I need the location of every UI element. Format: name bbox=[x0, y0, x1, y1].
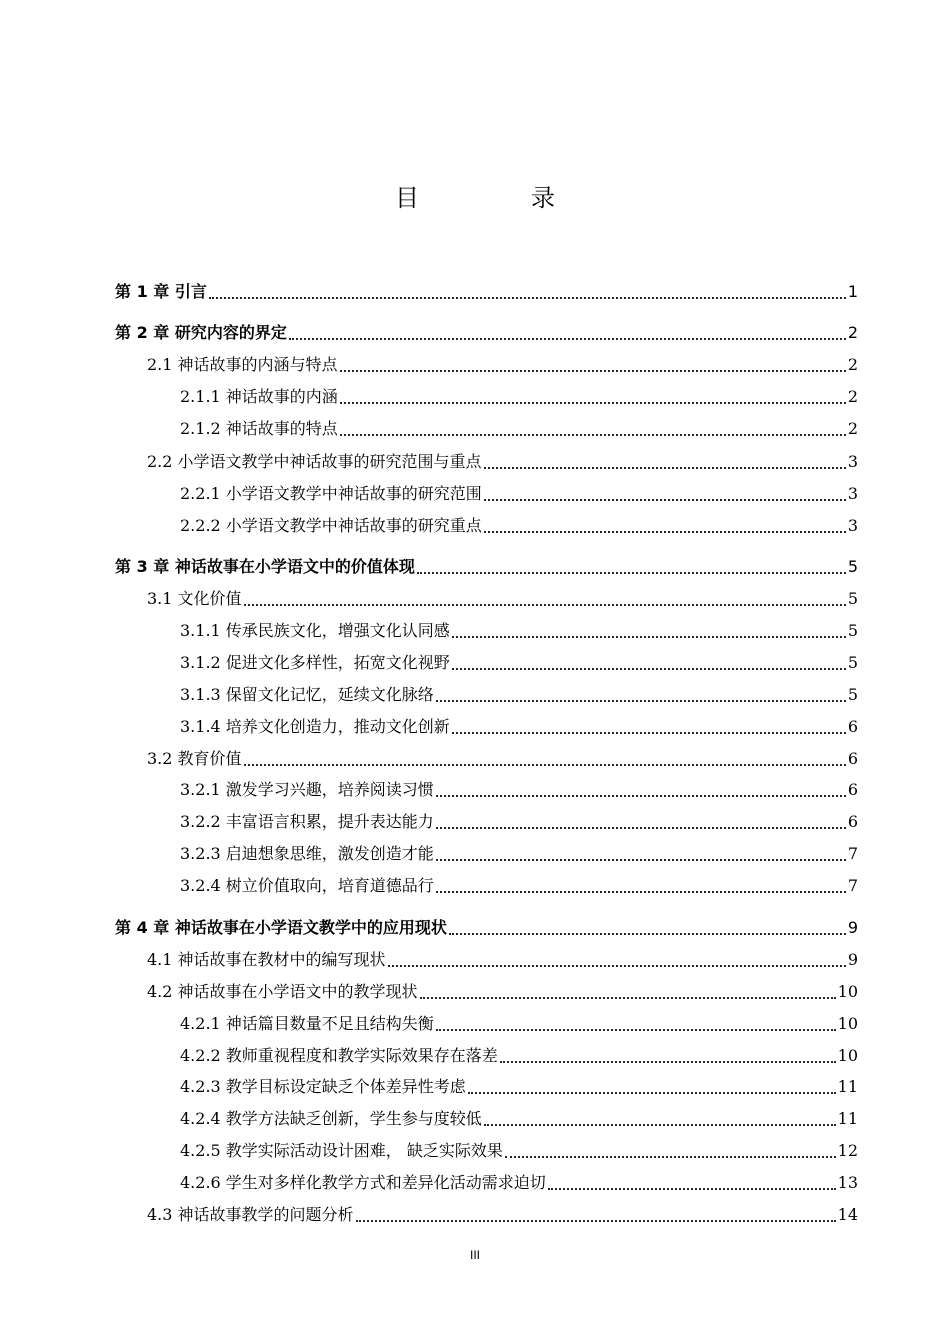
toc-entry-label: 4.2.4 教学方法缺乏创新，学生参与度较低 bbox=[180, 1109, 482, 1128]
toc-entry-label: 第 3 章 神话故事在小学语文中的价值体现 bbox=[115, 557, 415, 576]
toc-entry-label: 3.1.3 保留文化记忆，延续文化脉络 bbox=[180, 685, 434, 704]
toc-entry-label: 3.2 教育价值 bbox=[147, 749, 242, 768]
toc-entry-label: 3.2.4 树立价值取向，培育道德品行 bbox=[180, 876, 434, 895]
toc-entry[interactable] bbox=[180, 715, 858, 737]
toc-entry-label: 3.2.2 丰富语言积累，提升表达能力 bbox=[180, 812, 434, 831]
toc-entry-label: 4.2.6 学生对多样化教学方式和差异化活动需求迫切 bbox=[180, 1173, 546, 1192]
toc-entry[interactable] bbox=[115, 916, 858, 938]
toc-entry-label: 第 4 章 神话故事在小学语文教学中的应用现状 bbox=[115, 918, 447, 937]
toc-entry[interactable] bbox=[180, 810, 858, 832]
toc-entry-label: 2.1.1 神话故事的内涵 bbox=[180, 387, 338, 406]
dot-leader bbox=[244, 750, 846, 766]
dot-leader bbox=[436, 845, 846, 861]
page-number: III bbox=[469, 1248, 480, 1262]
dot-leader bbox=[420, 983, 836, 999]
toc-entry-label: 2.1.2 神话故事的特点 bbox=[180, 419, 338, 438]
toc-entry-label: 2.2.1 小学语文教学中神话故事的研究范围 bbox=[180, 484, 482, 503]
toc-entry-label: 4.2.1 神话篇目数量不足且结构失衡 bbox=[180, 1014, 434, 1033]
toc-entry[interactable] bbox=[147, 980, 858, 1002]
toc-entry-label: 4.3 神话故事教学的问题分析 bbox=[147, 1205, 354, 1224]
toc-entry-page: 7 bbox=[847, 876, 858, 895]
dot-leader bbox=[452, 622, 846, 638]
dot-leader bbox=[340, 420, 846, 436]
toc-entry[interactable] bbox=[115, 321, 858, 343]
toc-entry[interactable] bbox=[180, 683, 858, 705]
toc-entry[interactable] bbox=[180, 1075, 858, 1097]
toc-entry-page: 5 bbox=[847, 589, 858, 608]
toc-entry-page: 12 bbox=[837, 1141, 858, 1160]
dot-leader bbox=[289, 324, 846, 340]
toc-entry-page: 13 bbox=[837, 1173, 858, 1192]
dot-leader bbox=[436, 781, 846, 797]
toc-entry[interactable] bbox=[180, 619, 858, 641]
toc-entry-page: 9 bbox=[847, 950, 858, 969]
toc-entry[interactable] bbox=[180, 514, 858, 536]
dot-leader bbox=[452, 718, 846, 734]
dot-leader bbox=[340, 388, 846, 404]
dot-leader bbox=[505, 1142, 836, 1158]
toc-entry-page: 6 bbox=[847, 749, 858, 768]
toc-entry[interactable] bbox=[115, 280, 858, 302]
toc-entry[interactable] bbox=[180, 385, 858, 407]
toc-entry-label: 3.2.1 激发学习兴趣，培养阅读习惯 bbox=[180, 780, 434, 799]
toc-entry-page: 2 bbox=[847, 419, 858, 438]
toc-entry[interactable] bbox=[147, 948, 858, 970]
toc-entry-page: 5 bbox=[847, 557, 858, 576]
toc-entry[interactable] bbox=[180, 874, 858, 896]
toc-entry-page: 14 bbox=[837, 1205, 858, 1224]
toc-entry-page: 2 bbox=[847, 355, 858, 374]
toc-entry[interactable] bbox=[147, 1203, 858, 1225]
dot-leader bbox=[500, 1047, 836, 1063]
dot-leader bbox=[436, 686, 846, 702]
toc-entry-label: 3.2.3 启迪想象思维，激发创造才能 bbox=[180, 844, 434, 863]
toc-entry-page: 5 bbox=[847, 621, 858, 640]
dot-leader bbox=[417, 558, 846, 574]
toc-entry[interactable] bbox=[180, 417, 858, 439]
toc-entry-page: 6 bbox=[847, 812, 858, 831]
dot-leader bbox=[452, 654, 846, 670]
toc-entry-page: 6 bbox=[847, 717, 858, 736]
toc-entry-label: 4.2.5 教学实际活动设计困难， 缺乏实际效果 bbox=[180, 1141, 503, 1160]
dot-leader bbox=[340, 356, 846, 372]
toc-entry[interactable] bbox=[147, 450, 858, 472]
toc-entry-page: 5 bbox=[847, 685, 858, 704]
dot-leader bbox=[436, 813, 846, 829]
toc-entry[interactable] bbox=[180, 482, 858, 504]
dot-leader bbox=[244, 590, 846, 606]
toc-entry-label: 4.2.3 教学目标设定缺乏个体差异性考虑 bbox=[180, 1077, 466, 1096]
toc-entry-label: 3.1.4 培养文化创造力，推动文化创新 bbox=[180, 717, 450, 736]
toc-entry[interactable] bbox=[180, 1171, 858, 1193]
toc-entry[interactable] bbox=[180, 778, 858, 800]
toc-entry-page: 3 bbox=[847, 516, 858, 535]
toc-entry[interactable] bbox=[147, 747, 858, 769]
toc-entry-page: 2 bbox=[847, 323, 858, 342]
dot-leader bbox=[436, 877, 846, 893]
toc-entry-page: 10 bbox=[837, 1014, 858, 1033]
dot-leader bbox=[436, 1015, 836, 1031]
toc-entry[interactable] bbox=[180, 1107, 858, 1129]
dot-leader bbox=[484, 485, 846, 501]
toc-entry-page: 7 bbox=[847, 844, 858, 863]
toc-entry-label: 3.1 文化价值 bbox=[147, 589, 242, 608]
toc-entry[interactable] bbox=[115, 555, 858, 577]
toc-entry-label: 3.1.2 促进文化多样性，拓宽文化视野 bbox=[180, 653, 450, 672]
toc-entry-page: 10 bbox=[837, 1046, 858, 1065]
toc-entry[interactable] bbox=[180, 1139, 858, 1161]
toc-entry-label: 第 2 章 研究内容的界定 bbox=[115, 323, 287, 342]
dot-leader bbox=[484, 517, 846, 533]
toc-entry-label: 4.1 神话故事在教材中的编写现状 bbox=[147, 950, 386, 969]
toc-entry-label: 4.2.2 教师重视程度和教学实际效果存在落差 bbox=[180, 1046, 498, 1065]
toc-entry[interactable] bbox=[180, 651, 858, 673]
dot-leader bbox=[484, 1110, 836, 1126]
toc-entry-page: 11 bbox=[837, 1077, 858, 1096]
toc-entry-page: 10 bbox=[837, 982, 858, 1001]
toc-entry-page: 5 bbox=[847, 653, 858, 672]
toc-title: 目 录 bbox=[395, 184, 599, 212]
toc-entry-page: 9 bbox=[847, 918, 858, 937]
toc-entry-label: 第 1 章 引言 bbox=[115, 282, 207, 301]
toc-entry[interactable] bbox=[180, 842, 858, 864]
dot-leader bbox=[356, 1206, 836, 1222]
toc-entry-page: 6 bbox=[847, 780, 858, 799]
toc-entry-page: 3 bbox=[847, 452, 858, 471]
toc-entry[interactable] bbox=[180, 1044, 858, 1066]
dot-leader bbox=[468, 1078, 836, 1094]
toc-entry-page: 2 bbox=[847, 387, 858, 406]
toc-entry[interactable] bbox=[147, 587, 858, 609]
toc-entry-page: 11 bbox=[837, 1109, 858, 1128]
toc-entry-label: 3.1.1 传承民族文化，增强文化认同感 bbox=[180, 621, 450, 640]
toc-entry-page: 1 bbox=[847, 282, 858, 301]
toc-entry-label: 2.2 小学语文教学中神话故事的研究范围与重点 bbox=[147, 452, 482, 471]
toc-entry-label: 2.1 神话故事的内涵与特点 bbox=[147, 355, 338, 374]
toc-entry-label: 4.2 神话故事在小学语文中的教学现状 bbox=[147, 982, 418, 1001]
toc-entry[interactable] bbox=[147, 353, 858, 375]
dot-leader bbox=[209, 283, 846, 299]
toc-entry[interactable] bbox=[180, 1012, 858, 1034]
dot-leader bbox=[548, 1174, 836, 1190]
dot-leader bbox=[484, 453, 846, 469]
toc-entry-page: 3 bbox=[847, 484, 858, 503]
dot-leader bbox=[449, 919, 846, 935]
dot-leader bbox=[388, 951, 846, 967]
toc-entry-label: 2.2.2 小学语文教学中神话故事的研究重点 bbox=[180, 516, 482, 535]
